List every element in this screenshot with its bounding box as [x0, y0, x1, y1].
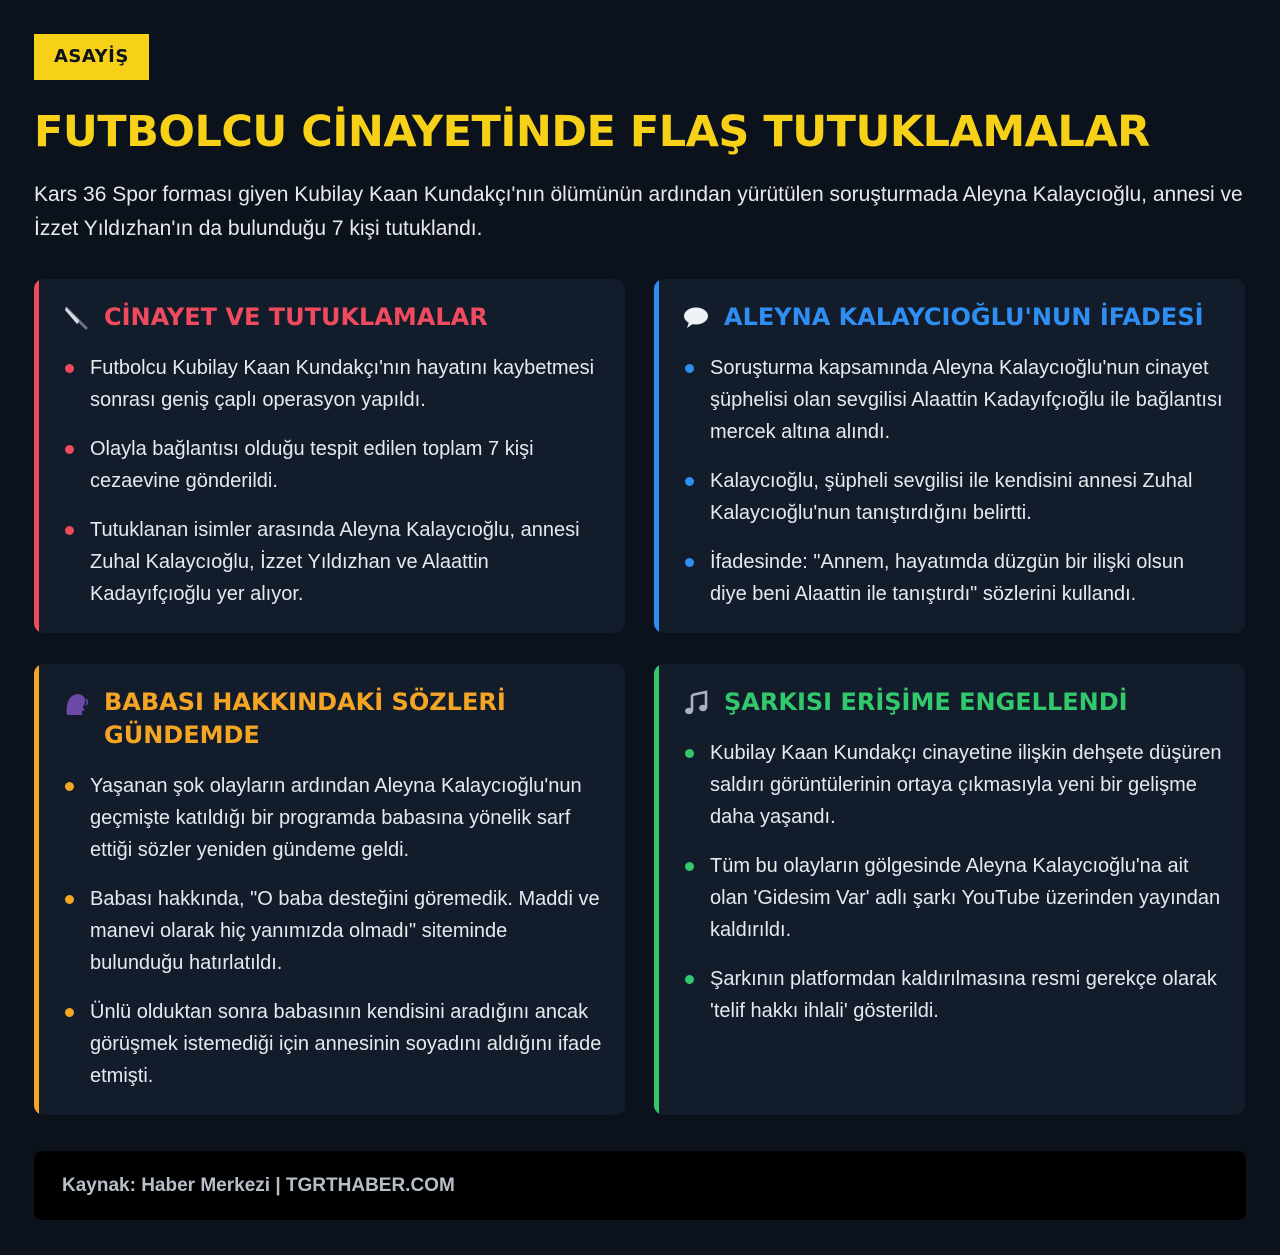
- list-item-text: Babası hakkında, "O baba desteğini göremedik. Maddi ve manevi olarak hiç yanımızda olmadı" siteminde bulunduğu hatırlatıldı.: [90, 888, 600, 974]
- bullet-list: [62, 352, 603, 610]
- list-item-text: Kalaycıoğlu, şüpheli sevgilisi ile kendisini annesi Zuhal Kalaycıoğlu'nun tanıştırdığını belirtti.: [710, 470, 1193, 524]
- list-item: [682, 850, 1223, 946]
- card-title-row: [62, 686, 603, 752]
- card-song-blocked: [654, 664, 1245, 1115]
- card-statement: [654, 279, 1245, 633]
- list-item: [62, 770, 603, 866]
- bullet-dot: [65, 895, 74, 904]
- bullet-dot: [685, 558, 694, 567]
- card-title-row: [62, 301, 603, 334]
- list-item-text: Olayla bağlantısı olduğu tespit edilen toplam 7 kişi cezaevine gönderildi.: [90, 438, 534, 492]
- list-item: [682, 465, 1223, 529]
- knife-icon: [62, 301, 90, 334]
- bullet-list: [682, 352, 1223, 610]
- card-title: CİNAYET VE TUTUKLAMALAR: [104, 303, 488, 331]
- card-title: ŞARKISI ERİŞİME ENGELLENDİ: [724, 688, 1128, 716]
- list-item-text: Şarkının platformdan kaldırılmasına resmi gerekçe olarak 'telif hakkı ihlali' gösterildi.: [710, 968, 1217, 1022]
- headline: FUTBOLCU CİNAYETİNDE FLAŞ TUTUKLAMALAR: [34, 107, 1150, 157]
- list-item-text: Yaşanan şok olayların ardından Aleyna Kalaycıoğlu'nun geçmişte katıldığı bir programda babasına yönelik sarf ettiği sözler yeniden gündeme geldi.: [90, 775, 582, 861]
- card-father-remarks: [34, 664, 625, 1115]
- list-item-text: Kubilay Kaan Kundakçı cinayetine ilişkin dehşete düşüren saldırı görüntülerinin ortaya çıkmasıyla yeni bir gelişme daha yaşandı.: [710, 742, 1222, 828]
- list-item: [682, 352, 1223, 448]
- list-item: [62, 514, 603, 610]
- card-title-row: [682, 301, 1223, 334]
- bullet-dot: [65, 782, 74, 791]
- list-item: [62, 996, 603, 1092]
- list-item: [62, 883, 603, 979]
- list-item-text: Tutuklanan isimler arasında Aleyna Kalaycıoğlu, annesi Zuhal Kalaycıoğlu, İzzet Yıldızhan ve Alaattin Kadayıfçıoğlu yer alıyor.: [90, 519, 580, 605]
- bullet-dot: [65, 364, 74, 373]
- speech-bubble-icon: [682, 301, 710, 334]
- bullet-dot: [65, 445, 74, 454]
- bullet-list: [682, 737, 1223, 1027]
- bullet-dot: [65, 526, 74, 535]
- list-item: [682, 963, 1223, 1027]
- card-title: ALEYNA KALAYCIOĞLU'NUN İFADESİ: [724, 303, 1204, 331]
- bullet-list: [62, 770, 603, 1092]
- category-badge: ASAYİŞ: [34, 34, 149, 80]
- list-item-text: Ünlü olduktan sonra babasının kendisini aradığını ancak görüşmek istemediği için annesinin soyadını aldığını ifade etmişti.: [90, 1001, 602, 1087]
- bullet-dot: [685, 477, 694, 486]
- list-item: [62, 433, 603, 497]
- list-item-text: İfadesinde: "Annem, hayatımda düzgün bir ilişki olsun diye beni Alaattin ile tanıştırdı" sözlerini kullandı.: [710, 551, 1185, 605]
- list-item-text: Futbolcu Kubilay Kaan Kundakçı'nın hayatını kaybetmesi sonrası geniş çaplı operasyon yapıldı.: [90, 357, 595, 411]
- list-item: [682, 737, 1223, 833]
- card-title-row: [682, 686, 1223, 719]
- bullet-dot: [685, 862, 694, 871]
- list-item-text: Soruşturma kapsamında Aleyna Kalaycıoğlu'nun cinayet şüphelisi olan sevgilisi Alaattin Kadayıfçıoğlu ile bağlantısı mercek altına alındı.: [710, 357, 1223, 443]
- speaking-head-icon: [62, 686, 90, 719]
- list-item: [682, 546, 1223, 610]
- bullet-dot: [685, 749, 694, 758]
- music-notes-icon: [682, 686, 710, 719]
- lead-paragraph: Kars 36 Spor forması giyen Kubilay Kaan Kundakçı'nın ölümünün ardından yürütülen soruşturmada Aleyna Kalaycıoğlu, annesi ve İzzet Yıldızhan'ın da bulunduğu 7 kişi tutuklandı.: [34, 183, 1243, 240]
- list-item-text: Tüm bu olayların gölgesinde Aleyna Kalaycıoğlu'na ait olan 'Gidesim Var' adlı şarkı YouTube üzerinden yayından kaldırıldı.: [710, 855, 1221, 941]
- source-footer: Kaynak: Haber Merkezi | TGRTHABER.COM: [34, 1151, 1246, 1220]
- bullet-dot: [685, 364, 694, 373]
- list-item: [62, 352, 603, 416]
- card-murder-arrests: [34, 279, 625, 633]
- bullet-dot: [65, 1008, 74, 1017]
- card-title: BABASI HAKKINDAKİ SÖZLERİ GÜNDEMDE: [104, 688, 506, 749]
- bullet-dot: [685, 975, 694, 984]
